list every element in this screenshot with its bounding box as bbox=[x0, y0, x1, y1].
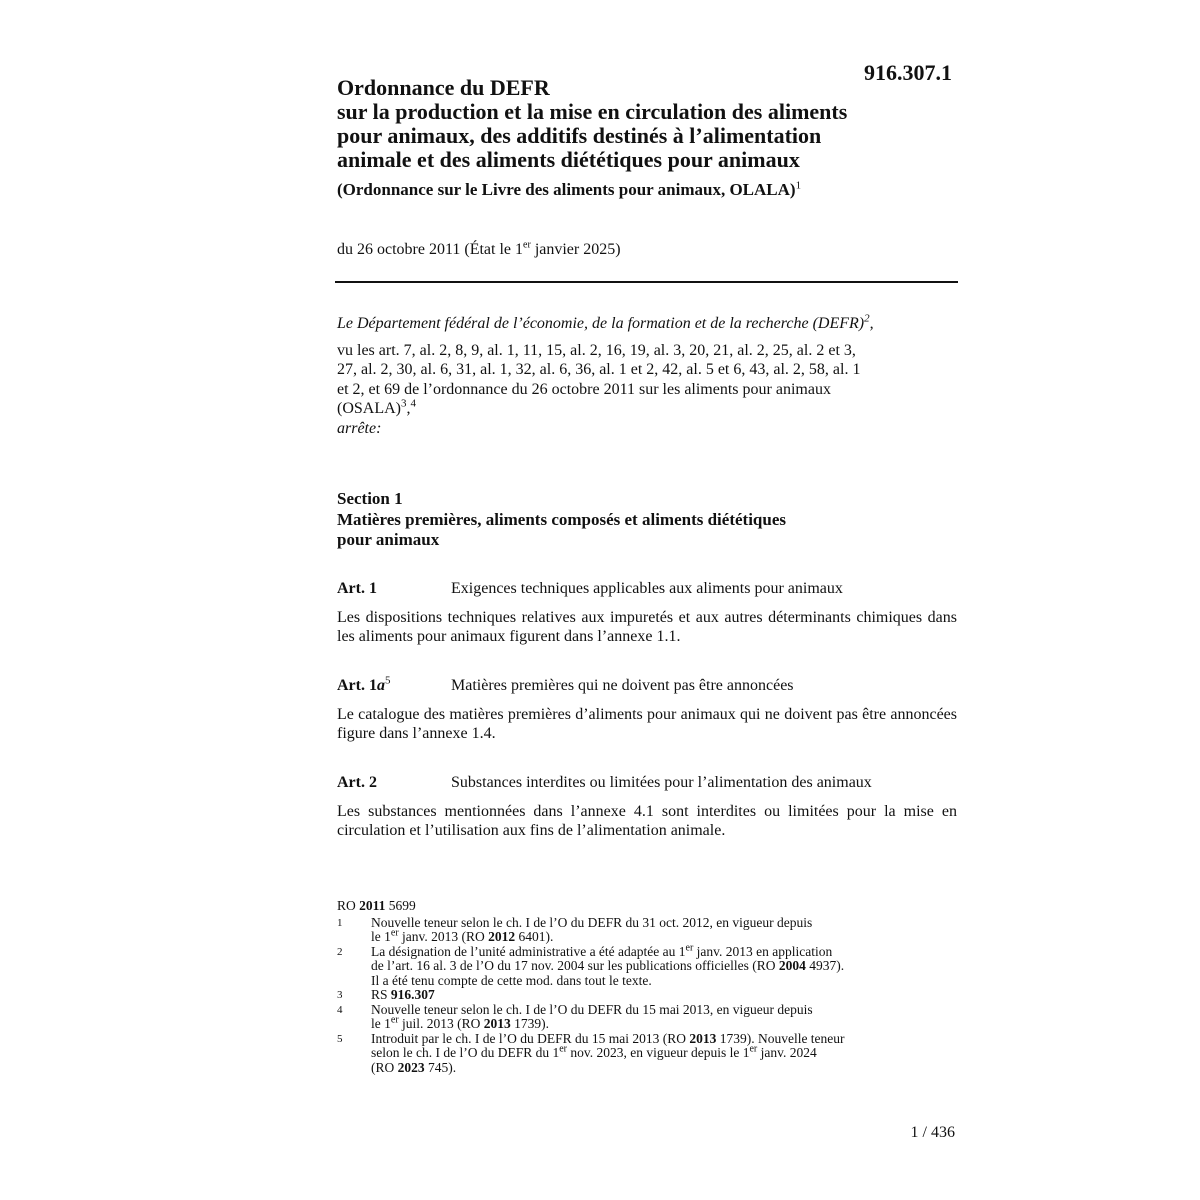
text-run: 745). bbox=[424, 1059, 457, 1075]
text-run: La désignation de l’unité administrative a été adaptée au 1 bbox=[371, 943, 686, 959]
footnote-line: Nouvelle teneur selon le ch. I de l’O du DEFR du 31 oct. 2012, en vigueur depuis bbox=[371, 914, 813, 930]
text-run: 4937). bbox=[805, 958, 845, 973]
footnote-line bbox=[371, 1032, 957, 1047]
footnote-ref-3[interactable]: 3 bbox=[401, 397, 407, 410]
article-label: Art. 1 bbox=[337, 580, 377, 597]
article-label-text: Art. 1 bbox=[337, 677, 377, 694]
source-prefix: RO bbox=[337, 898, 360, 913]
source-page: 5699 bbox=[385, 898, 416, 913]
article-body: Les substances mentionnées dans l’annexe 4.1 sont interdites ou limitées pour la mise en circulation et l’utilisation aux fins de l’alimentation animale. bbox=[337, 802, 957, 839]
article-1 bbox=[337, 579, 957, 647]
article-heading bbox=[337, 773, 957, 793]
title-line: Ordonnance du DEFR bbox=[337, 75, 550, 100]
bold-run: 2013 bbox=[483, 1016, 511, 1031]
preamble-basis bbox=[337, 341, 957, 419]
footnote-line bbox=[371, 1014, 957, 1032]
bold-run: 2013 bbox=[689, 1030, 717, 1046]
article-body: Le catalogue des matières premières d’aliments pour animaux qui ne doivent pas être annoncées figure dans l’annexe 1.4. bbox=[337, 705, 957, 742]
article-label bbox=[337, 676, 451, 696]
footnote-line bbox=[371, 927, 957, 945]
basis-line: 27, al. 2, 30, al. 6, 31, al. 1, 32, al. 6, 36, al. 1 et 2, 42, al. 5 et 6, 43, al. 2, 58, al. 1 bbox=[337, 361, 861, 378]
footnote-number: 2 bbox=[337, 945, 343, 958]
text-run: le 1 bbox=[371, 929, 391, 944]
authority-end: , bbox=[869, 315, 874, 332]
text-run: 6401). bbox=[515, 929, 554, 944]
footnote-3 bbox=[337, 988, 957, 1003]
official-source bbox=[337, 899, 957, 914]
footnote-line bbox=[371, 959, 957, 974]
article-heading bbox=[337, 579, 957, 599]
footnote-ref-2[interactable]: 2 bbox=[864, 312, 870, 325]
header-divider bbox=[335, 281, 958, 283]
footnote-1 bbox=[337, 916, 957, 945]
footnote-number: 3 bbox=[337, 989, 343, 1001]
date-suffix: janvier 2025) bbox=[530, 241, 621, 258]
document-date bbox=[337, 241, 621, 259]
footnote-2 bbox=[337, 942, 957, 989]
footnote-ref-4[interactable]: 4 bbox=[410, 397, 416, 410]
document-subtitle bbox=[337, 180, 801, 200]
footnote-line: Il a été tenu compte de cette mod. dans tout le texte. bbox=[371, 972, 652, 988]
article-body: Les dispositions techniques relatives aux impuretés et aux autres déterminants chimiques dans les aliments pour animaux figurent dans l’annexe 1.1. bbox=[337, 608, 957, 645]
superscript: er bbox=[749, 1043, 758, 1055]
basis-separator: , bbox=[406, 400, 411, 417]
superscript: er bbox=[559, 1043, 568, 1055]
date-superscript: er bbox=[523, 239, 531, 251]
superscript: er bbox=[390, 927, 399, 939]
footnote-text bbox=[371, 988, 957, 1003]
superscript: er bbox=[685, 942, 694, 953]
footnote-text bbox=[371, 1003, 957, 1032]
footnote-text bbox=[371, 1032, 957, 1076]
article-label-suffix: a bbox=[376, 677, 385, 694]
text-run: janv. 2013 en application bbox=[693, 943, 833, 959]
preamble-decree: arrête: bbox=[337, 419, 382, 437]
superscript: er bbox=[390, 1014, 399, 1026]
bold-run: 2004 bbox=[778, 958, 806, 973]
section-line: Section 1 bbox=[337, 489, 403, 508]
footnote-ref-5[interactable]: 5 bbox=[384, 674, 391, 687]
text-run: Introduit par le ch. I de l’O du DEFR du 15 mai 2013 (RO bbox=[371, 1030, 690, 1046]
title-line: sur la production et la mise en circulation des aliments bbox=[337, 99, 848, 124]
text-run: janv. 2024 bbox=[757, 1045, 817, 1060]
text-run: de l’art. 16 al. 3 de l’O du 17 nov. 2004 sur les publications officielles (RO bbox=[371, 958, 779, 973]
footnote-number: 1 bbox=[337, 916, 343, 929]
date-prefix: du 26 octobre 2011 (État le 1 bbox=[337, 241, 524, 258]
text-run: juil. 2013 (RO bbox=[398, 1016, 484, 1031]
document-title bbox=[337, 76, 957, 172]
text-run: RS bbox=[371, 987, 391, 1002]
footnote-number: 4 bbox=[337, 1003, 343, 1016]
basis-line: vu les art. 7, al. 2, 8, 9, al. 1, 11, 15, al. 2, 16, 19, al. 3, 20, 21, al. 2, 25, al. 2 et 3, bbox=[337, 341, 856, 359]
text-run: le 1 bbox=[371, 1016, 391, 1031]
footnote-text bbox=[371, 942, 957, 989]
text-run: nov. 2023, en vigueur depuis le 1 bbox=[567, 1045, 750, 1060]
section-line: pour animaux bbox=[337, 530, 440, 549]
footnote-line: Nouvelle teneur selon le ch. I de l’O du DEFR du 15 mai 2013, en vigueur depuis bbox=[371, 1001, 813, 1017]
bold-run: 2012 bbox=[488, 929, 516, 944]
page-number: 1 / 436 bbox=[910, 1124, 955, 1141]
article-1a bbox=[337, 676, 957, 744]
subtitle-text: (Ordonnance sur le Livre des aliments pour animaux, OLALA) bbox=[337, 180, 796, 199]
footnote-line bbox=[371, 942, 957, 960]
footnote-text bbox=[371, 916, 957, 945]
footnotes bbox=[337, 899, 957, 1075]
text-run: 1739). bbox=[510, 1016, 550, 1031]
preamble-authority bbox=[337, 314, 957, 334]
section-heading bbox=[337, 489, 957, 551]
footnote-5 bbox=[337, 1032, 957, 1076]
article-heading bbox=[337, 676, 957, 696]
basis-line: (OSALA) bbox=[337, 400, 401, 417]
footnote-line bbox=[371, 1061, 957, 1076]
footnote-line bbox=[371, 1043, 957, 1061]
basis-line: et 2, et 69 de l’ordonnance du 26 octobre 2011 sur les aliments pour animaux bbox=[337, 380, 831, 398]
preamble bbox=[337, 314, 957, 438]
source-year: 2011 bbox=[359, 898, 386, 913]
article-title: Matières premières qui ne doivent pas être annoncées bbox=[451, 677, 794, 694]
title-line: animale et des aliments diététiques pour animaux bbox=[337, 147, 800, 172]
text-run: (RO bbox=[371, 1059, 398, 1075]
title-line: pour animaux, des additifs destinés à l’alimentation bbox=[337, 123, 822, 148]
article-2 bbox=[337, 773, 957, 841]
text-run: janv. 2013 (RO bbox=[398, 929, 489, 944]
sr-number: 916.307.1 bbox=[864, 60, 952, 85]
footnote-line bbox=[371, 988, 957, 1003]
section-line: Matières premières, aliments composés et aliments diététiques bbox=[337, 509, 786, 529]
article-title: Exigences techniques applicables aux aliments pour animaux bbox=[451, 580, 843, 597]
article-label: Art. 2 bbox=[337, 774, 377, 791]
footnote-4 bbox=[337, 1003, 957, 1032]
text-run: selon le ch. I de l’O du DEFR du 1 bbox=[371, 1045, 560, 1060]
footnote-number: 5 bbox=[337, 1032, 343, 1045]
footnote-ref-1[interactable]: 1 bbox=[795, 179, 802, 192]
bold-run: 916.307 bbox=[390, 987, 435, 1002]
article-title: Substances interdites ou limitées pour l’alimentation des animaux bbox=[451, 774, 872, 791]
authority-text: Le Département fédéral de l’économie, de la formation et de la recherche (DEFR) bbox=[337, 315, 865, 332]
bold-run: 2023 bbox=[397, 1059, 425, 1075]
text-run: 1739). Nouvelle teneur bbox=[716, 1030, 845, 1046]
